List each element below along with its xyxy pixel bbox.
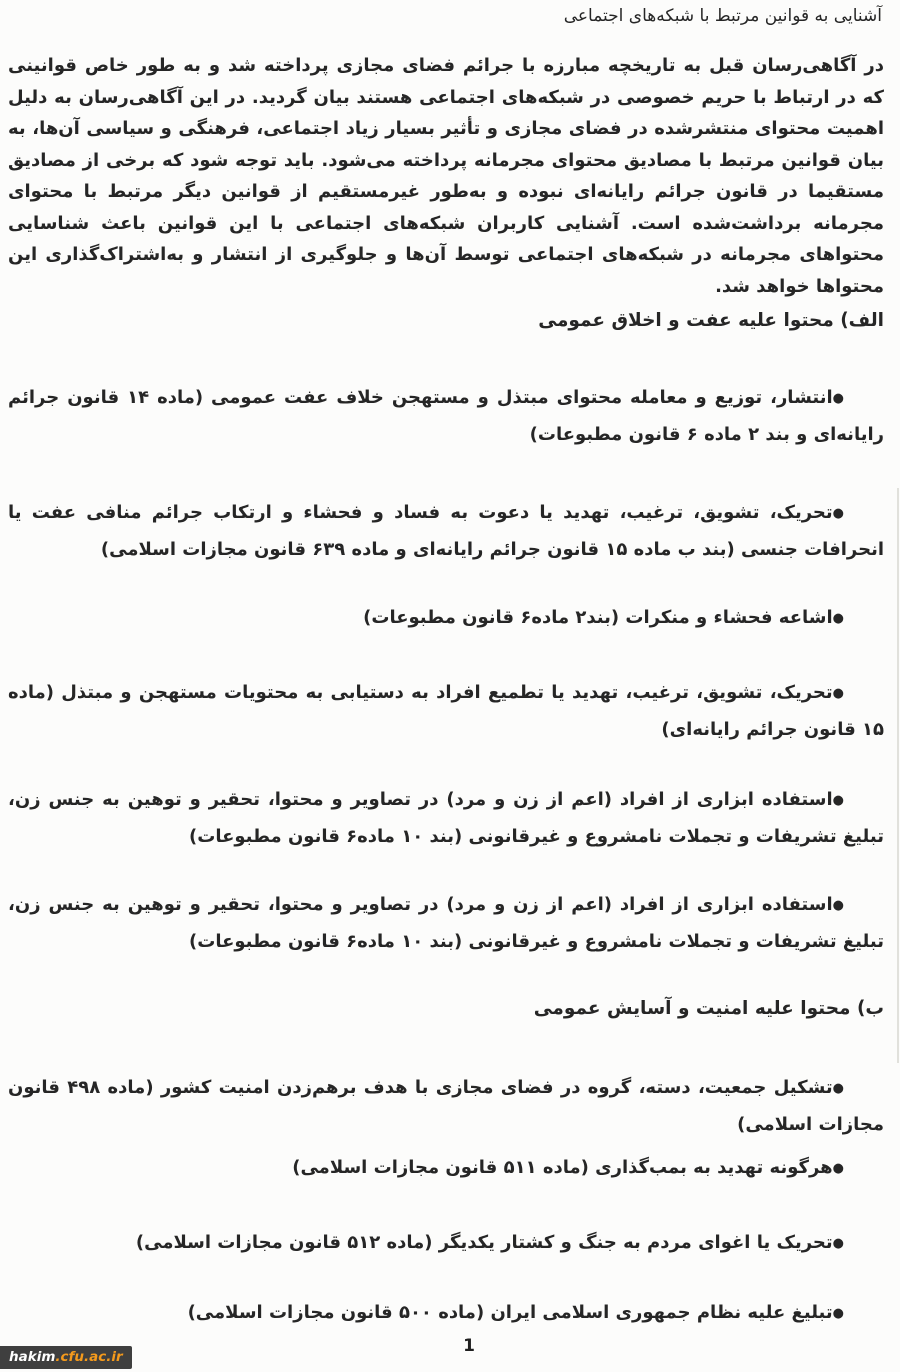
bullet-text: استفاده ابزاری از افراد (اعم از زن و مرد) در تصاویر و محتوا، تحقیر و توهین به جنس زن، تبلیغ تشریفات و تجملات نامشروع و غیرقانونی (بند ۱۰ ماده۶ قانون مطبوعات) xyxy=(8,894,884,952)
bullet-item-a5 xyxy=(8,782,884,854)
bullet-dot-icon: ● xyxy=(832,391,845,406)
bullet-text: تشکیل جمعیت، دسته، گروه در فضای مجازی با هدف برهم‌زدن امنیت کشور (ماده ۴۹۸ قانون مجازات اسلامی) xyxy=(8,1077,884,1135)
bullet-text: استفاده ابزاری از افراد (اعم از زن و مرد) در تصاویر و محتوا، تحقیر و توهین به جنس زن، تبلیغ تشریفات و تجملات نامشروع و غیرقانونی (بند ۱۰ ماده۶ قانون مطبوعات) xyxy=(8,789,884,847)
scan-artifact-line xyxy=(897,488,899,1063)
bullet-dot-icon: ● xyxy=(832,793,844,808)
section-b-heading: ب) محتوا علیه امنیت و آسایش عمومی xyxy=(533,998,884,1019)
bullet-text: تبلیغ علیه نظام جمهوری اسلامی ایران (ماده ۵۰۰ قانون مجازات اسلامی) xyxy=(187,1302,833,1323)
section-a-heading: الف) محتوا علیه عفت و اخلاق عمومی xyxy=(538,310,884,331)
bullet-dot-icon: ● xyxy=(832,611,844,626)
watermark-badge xyxy=(0,1346,132,1369)
bullet-item-a1 xyxy=(8,380,884,452)
bullet-item-b2 xyxy=(8,1150,884,1187)
bullet-dot-icon: ● xyxy=(832,686,844,701)
bullet-dot-icon: ● xyxy=(832,1236,844,1251)
bullet-item-a2 xyxy=(8,495,884,567)
page-number: 1 xyxy=(463,1336,475,1356)
bullet-dot-icon: ● xyxy=(832,1161,844,1176)
bullet-item-a3 xyxy=(8,600,884,637)
bullet-text: اشاعه فحشاء و منکرات (بند۲ ماده۶ قانون مطبوعات) xyxy=(363,607,833,628)
bullet-dot-icon: ● xyxy=(832,1306,844,1321)
bullet-text: تحریک، تشویق، ترغیب، تهدید یا تطمیع افراد به دستیابی به محتویات مستهجن و مبتذل (ماده ۱۵ قانون جرائم رایانه‌ای) xyxy=(8,682,884,740)
watermark-site-domain: .cfu.ac.ir xyxy=(55,1349,123,1365)
bullet-item-b3 xyxy=(8,1225,884,1262)
watermark-site-name: hakim xyxy=(9,1349,56,1365)
bullet-text: انتشار، توزیع و معامله محتوای مبتذل و مستهجن خلاف عفت عمومی (ماده ۱۴ قانون جرائم رایانه‌ای و بند ۲ ماده ۶ قانون مطبوعات) xyxy=(8,387,884,445)
bullet-item-a4 xyxy=(8,675,884,747)
intro-paragraph: در آگاهی‌رسان قبل به تاریخچه مبارزه با جرائم فضای مجازی پرداخته شد و به طور خاص قوانینی که در ارتباط با حریم خصوصی در شبکه‌های اجتماعی هستند بیان گردید. در این آگاهی‌رسان به دلیل اهمیت محتوای منتشرشده در فضای مجازی و تأثیر بسیار زیاد اجتماعی، فرهنگی و سیاسی آن‌ها، به بیان قوانین مرتبط با مصادیق محتوای مجرمانه پرداخته می‌شود. باید توجه شود که برخی از مصادیق مستقیما در قانون جرائم رایانه‌ای نبوده و به‌طور غیرمستقیم از قوانین دیگر مرتبط با محتوای مجرمانه برداشت‌شده است. آشنایی کاربران شبکه‌های اجتماعی با این قوانین باعث شناسایی محتواهای مجرمانه در شبکه‌های اجتماعی توسط آن‌ها و جلوگیری از انتشار و به‌اشتراک‌گذاری این محتواها خواهد شد. xyxy=(8,55,884,297)
bullet-text: تحریک یا اغوای مردم به جنگ و کشتار یکدیگر (ماده ۵۱۲ قانون مجازات اسلامی) xyxy=(135,1232,833,1253)
bullet-item-a6 xyxy=(8,887,884,959)
bullet-dot-icon: ● xyxy=(832,898,844,913)
bullet-dot-icon: ● xyxy=(832,1081,844,1096)
bullet-dot-icon: ● xyxy=(832,506,844,521)
bullet-item-b4 xyxy=(8,1295,884,1332)
bullet-text: هرگونه تهدید به بمب‌گذاری (ماده ۵۱۱ قانون مجازات اسلامی) xyxy=(292,1157,833,1178)
bullet-text: تحریک، تشویق، ترغیب، تهدید یا دعوت به فساد و فحشاء و ارتکاب جرائم منافی عفت یا انحرافات جنسی (بند ب ماده ۱۵ قانون جرائم رایانه‌ای و ماده ۶۳۹ قانون مجازات اسلامی) xyxy=(8,502,884,560)
document-title: آشنایی به قوانین مرتبط با شبکه‌های اجتماعی xyxy=(563,6,882,26)
bullet-item-b1 xyxy=(8,1070,884,1142)
